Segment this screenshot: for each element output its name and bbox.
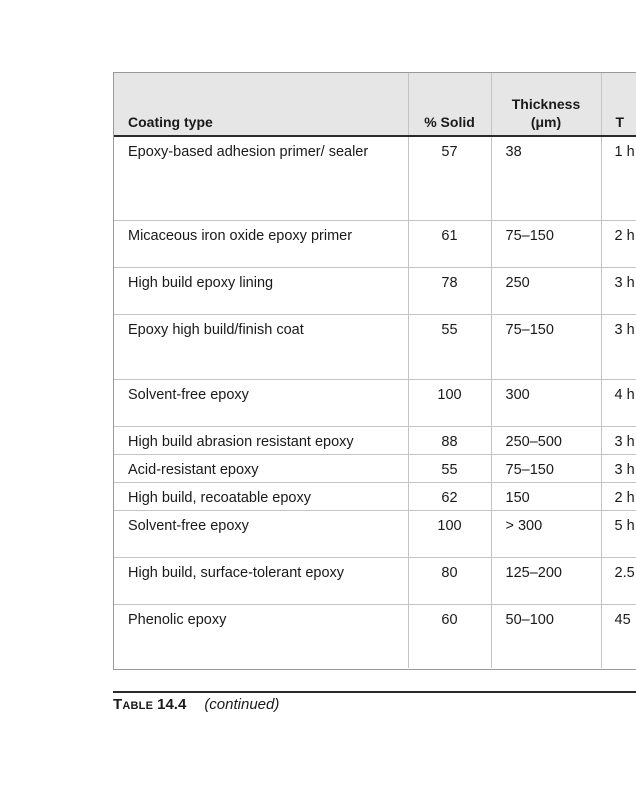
caption-note: (continued) — [204, 696, 280, 713]
table-row — [114, 314, 636, 379]
table-caption — [113, 696, 279, 714]
cell-next-partial: 5 h — [601, 510, 636, 557]
cell-next-partial: 2 h — [601, 482, 636, 510]
coatings-table — [114, 73, 636, 668]
cell-thickness: 50–100 — [491, 604, 601, 668]
header-percent-solid: % Solid — [408, 73, 491, 136]
cell-percent-solid: 61 — [408, 220, 491, 267]
header-thickness-unit: (μm) — [530, 114, 562, 130]
cell-next-partial: 4 h — [601, 379, 636, 426]
cell-next-partial: 3 h — [601, 314, 636, 379]
coatings-table-container — [113, 72, 636, 670]
cell-coating-type: High build abrasion resistant epoxy — [114, 426, 408, 454]
cell-thickness: 38 — [491, 136, 601, 220]
cell-percent-solid: 55 — [408, 314, 491, 379]
cell-percent-solid: 55 — [408, 454, 491, 482]
table-row — [114, 604, 636, 668]
table-row — [114, 426, 636, 454]
table-header-row — [114, 73, 636, 136]
cell-percent-solid: 88 — [408, 426, 491, 454]
header-next-column-partial: T — [601, 73, 636, 136]
cell-coating-type: Solvent-free epoxy — [114, 510, 408, 557]
cell-coating-type: Micaceous iron oxide epoxy primer — [114, 220, 408, 267]
table-row — [114, 482, 636, 510]
cell-next-partial: 3 h — [601, 267, 636, 314]
table-row — [114, 136, 636, 220]
header-thickness-line1: Thickness — [511, 96, 581, 112]
header-coating-type: Coating type — [114, 73, 408, 136]
cell-percent-solid: 100 — [408, 379, 491, 426]
cell-percent-solid: 62 — [408, 482, 491, 510]
cell-thickness: 75–150 — [491, 314, 601, 379]
header-thickness — [491, 73, 601, 136]
cell-coating-type: Acid-resistant epoxy — [114, 454, 408, 482]
cell-thickness: 125–200 — [491, 557, 601, 604]
cell-percent-solid: 80 — [408, 557, 491, 604]
cell-next-partial: 45 — [601, 604, 636, 668]
cell-percent-solid: 57 — [408, 136, 491, 220]
cell-coating-type: Phenolic epoxy — [128, 611, 227, 628]
cell-percent-solid: 100 — [408, 510, 491, 557]
table-row — [114, 557, 636, 604]
cell-coating-type: Solvent-free epoxy — [114, 379, 408, 426]
table-row — [114, 267, 636, 314]
cell-thickness: 300 — [491, 379, 601, 426]
table-row — [114, 510, 636, 557]
cell-thickness: 150 — [491, 482, 601, 510]
cell-coating-type: Epoxy-based adhesion primer/ sealer — [114, 136, 408, 220]
table-row — [114, 220, 636, 267]
cell-percent-solid: 78 — [408, 267, 491, 314]
cell-percent-solid: 60 — [408, 604, 491, 668]
cell-coating-type: High build epoxy lining — [114, 267, 408, 314]
cell-coating-type: High build, surface-tolerant epoxy — [114, 557, 408, 604]
cell-thickness: 250 — [491, 267, 601, 314]
cell-coating-type: High build, recoatable epoxy — [114, 482, 408, 510]
cell-thickness: 75–150 — [491, 454, 601, 482]
cell-next-partial: 3 h — [601, 454, 636, 482]
cell-thickness: 75–150 — [491, 220, 601, 267]
table-row — [114, 379, 636, 426]
caption-rule — [113, 691, 636, 693]
cell-coating-type: Epoxy high build/finish coat — [114, 314, 408, 379]
cell-next-partial: 3 h — [601, 426, 636, 454]
cell-next-partial: 1 h — [601, 136, 636, 220]
cell-thickness: 250–500 — [491, 426, 601, 454]
cell-next-partial: 2 h — [601, 220, 636, 267]
caption-label: Table — [113, 696, 154, 713]
cell-next-partial: 2.5 — [601, 557, 636, 604]
cell-thickness: > 300 — [491, 510, 601, 557]
caption-number: 14.4 — [157, 696, 187, 713]
table-row — [114, 454, 636, 482]
